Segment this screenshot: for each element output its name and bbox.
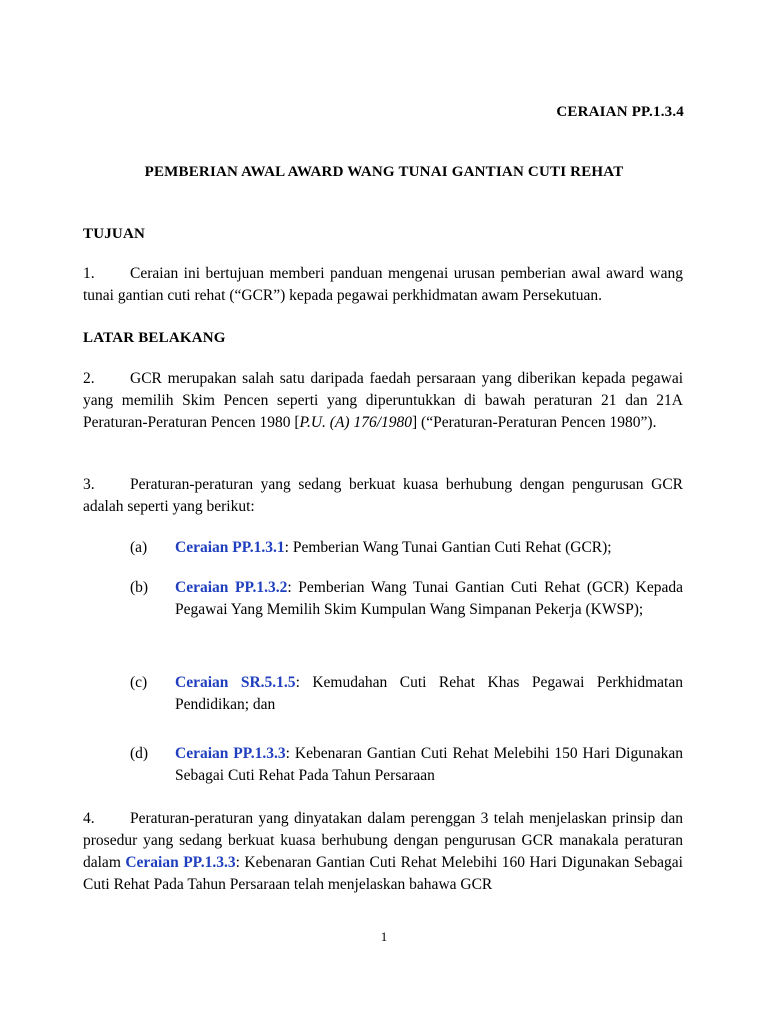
- ceraian-link-sr-5-1-5[interactable]: Ceraian SR.5.1.5: [175, 674, 296, 691]
- ceraian-link-pp-1-3-2[interactable]: Ceraian PP.1.3.2: [175, 579, 288, 596]
- list-item-letter: (b): [130, 579, 149, 596]
- paragraph-text: ] (“Peraturan-Peraturan Pencen 1980”).: [412, 414, 657, 431]
- reference-code: CERAIAN PP.1.3.4: [556, 104, 684, 120]
- section-heading-tujuan: TUJUAN: [83, 226, 146, 242]
- paragraph-number: 3.: [83, 476, 95, 493]
- page-number: 1: [380, 929, 388, 944]
- paragraph-text: GCR merupakan salah satu daripada faedah persaraan yang diberikan kepada pegawai yang memilih Skim Pencen seperti yang diperuntukkan di bawah peraturan 21 dan 21A Peraturan-Peraturan Pencen 1980 [: [83, 370, 683, 431]
- list-item-text: : Pemberian Wang Tunai Gantian Cuti Rehat (GCR) Kepada Pegawai Yang Memilih Skim Kumpulan Wang Simpanan Pekerja (KWSP);: [175, 579, 683, 618]
- list-item-b: [130, 577, 683, 621]
- legal-citation: P.U. (A) 176/1980: [299, 414, 413, 431]
- paragraph-number: 2.: [83, 370, 95, 387]
- ceraian-link-pp-1-3-3[interactable]: Ceraian PP.1.3.3: [175, 745, 286, 762]
- paragraph-text: : Kebenaran Gantian Cuti Rehat Melebihi 160 Hari Digunakan Sebagai Cuti Rehat Pada Tahun Persaraan telah menjelaskan bahawa GCR: [83, 854, 683, 893]
- paragraph-number: 4.: [83, 810, 95, 827]
- list-item-letter: (d): [130, 745, 149, 762]
- paragraph-3: [83, 474, 683, 518]
- list-item-text: : Pemberian Wang Tunai Gantian Cuti Rehat (GCR);: [284, 539, 612, 556]
- paragraph-number: 1.: [83, 265, 95, 282]
- list-item-text: : Kemudahan Cuti Rehat Khas Pegawai Perkhidmatan Pendidikan; dan: [175, 674, 683, 713]
- list-item-d: [130, 743, 683, 787]
- list-item-letter: (a): [130, 539, 148, 556]
- paragraph-1: [83, 263, 683, 307]
- paragraph-text: Peraturan-peraturan yang dinyatakan dalam perenggan 3 telah menjelaskan prinsip dan prosedur yang sedang berkuat kuasa berhubung dengan pengurusan GCR manakala peraturan dalam: [83, 810, 683, 871]
- paragraph-4: [83, 808, 683, 896]
- list-item-c: [130, 672, 683, 716]
- ceraian-link-pp-1-3-1[interactable]: Ceraian PP.1.3.1: [175, 539, 285, 556]
- paragraph-2: [83, 368, 683, 434]
- ceraian-link-pp-1-3-3[interactable]: Ceraian PP.1.3.3: [125, 854, 236, 871]
- section-heading-latar-belakang: LATAR BELAKANG: [83, 330, 226, 346]
- paragraph-text: Ceraian ini bertujuan memberi panduan mengenai urusan pemberian awal award wang tunai gantian cuti rehat (“GCR”) kepada pegawai perkhidmatan awam Persekutuan.: [83, 265, 683, 304]
- document-title: PEMBERIAN AWAL AWARD WANG TUNAI GANTIAN CUTI REHAT: [144, 164, 624, 180]
- list-item-a: [130, 537, 683, 559]
- paragraph-text: Peraturan-peraturan yang sedang berkuat kuasa berhubung dengan pengurusan GCR adalah seperti yang berikut:: [83, 476, 683, 515]
- list-item-text: : Kebenaran Gantian Cuti Rehat Melebihi 150 Hari Digunakan Sebagai Cuti Rehat Pada Tahun Persaraan: [175, 745, 683, 784]
- list-item-letter: (c): [130, 674, 148, 691]
